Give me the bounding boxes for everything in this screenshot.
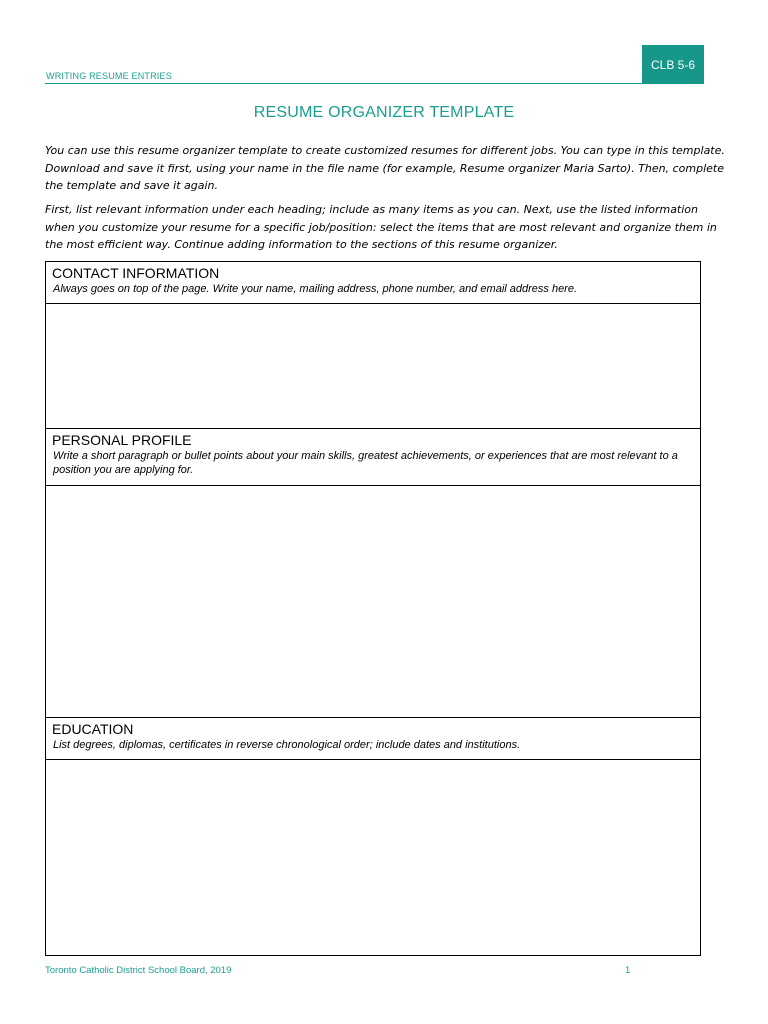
contact-information-input-area[interactable] bbox=[46, 303, 700, 428]
page-number: 1 bbox=[625, 965, 631, 976]
section-heading: EDUCATION bbox=[52, 721, 134, 737]
personal-profile-input-area[interactable] bbox=[46, 485, 700, 717]
section-heading: PERSONAL PROFILE bbox=[52, 432, 192, 448]
intro-paragraph-2: First, list relevant information under each heading; include as many items as you can. Next, use the listed information when you customize your resume for a specific job/position: select the items that are most relevant and organize them in the most efficient way. Continue adding information to the sections of this resume organizer. bbox=[45, 203, 717, 251]
education-input-area[interactable] bbox=[46, 759, 700, 955]
header-divider bbox=[45, 83, 642, 84]
page-title: RESUME ORGANIZER TEMPLATE bbox=[253, 104, 515, 121]
footer-organization: Toronto Catholic District School Board, 2019 bbox=[45, 965, 232, 976]
section-heading: CONTACT INFORMATION bbox=[52, 265, 220, 281]
section-label: WRITING RESUME ENTRIES bbox=[46, 71, 172, 81]
contact-information-header bbox=[46, 262, 700, 304]
section-description: Write a short paragraph or bullet points about your main skills, greatest achievements, or experiences that are most relevant to a position you are applying for. bbox=[53, 450, 678, 476]
section-description: List degrees, diplomas, certificates in reverse chronological order; include dates and institutions. bbox=[53, 739, 521, 751]
contact-information-section bbox=[45, 261, 701, 429]
education-section bbox=[45, 717, 701, 956]
intro-paragraph-1: You can use this resume organizer template to create customized resumes for different jobs. You can type in this template. Download and save it first, using your name in the file name (for example, Resume organizer Maria Sarto). Then, complete the template and save it again. bbox=[45, 144, 725, 192]
section-description: Always goes on top of the page. Write your name, mailing address, phone number, and email address here. bbox=[53, 283, 578, 295]
personal-profile-section bbox=[45, 428, 701, 718]
education-header bbox=[46, 718, 700, 760]
personal-profile-header bbox=[46, 429, 700, 486]
level-badge: CLB 5-6 bbox=[642, 45, 704, 84]
